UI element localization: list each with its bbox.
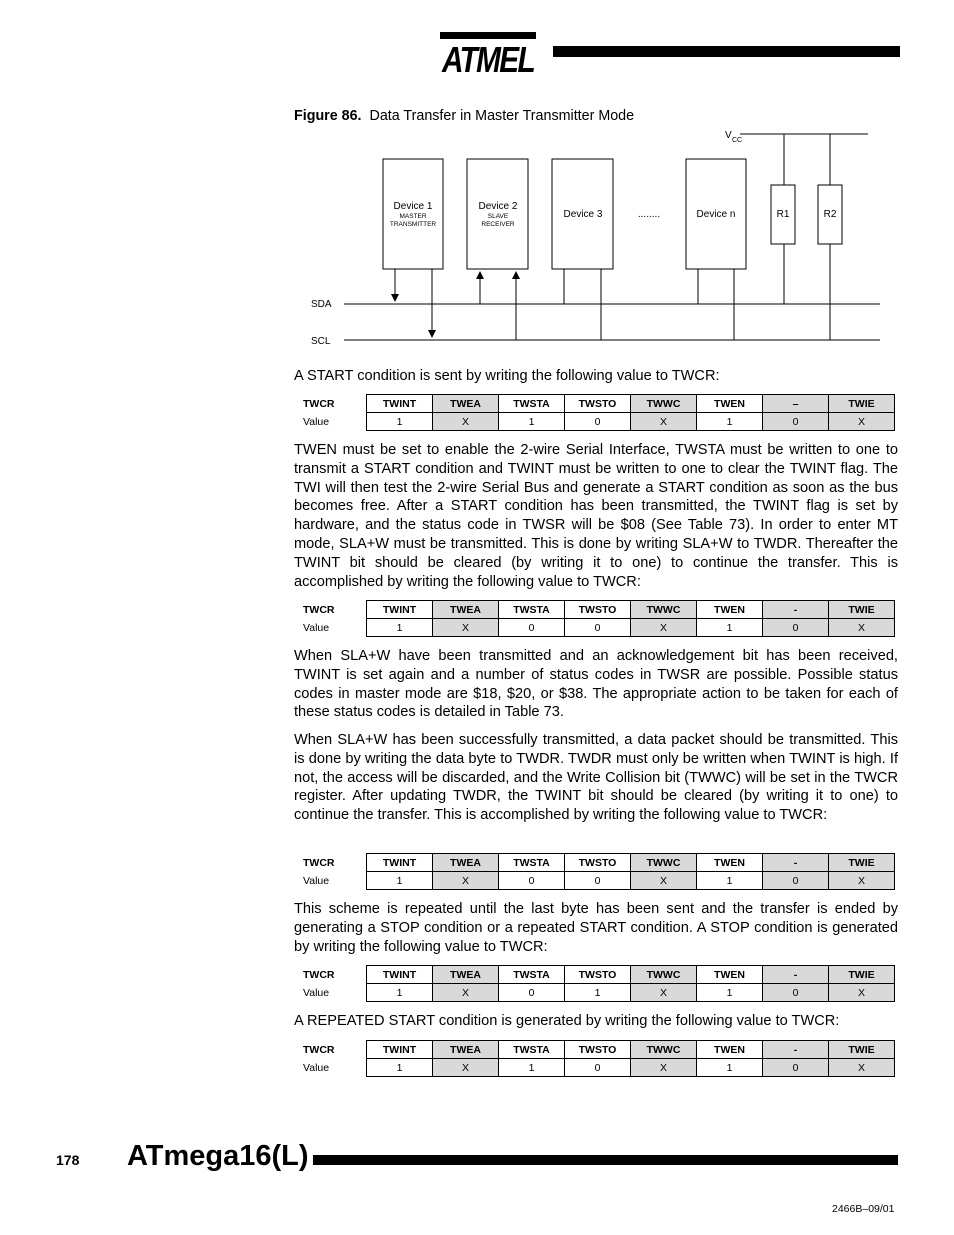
ellipsis: ........ bbox=[637, 209, 661, 220]
figure-label: Figure 86. bbox=[294, 108, 362, 124]
svg-text:CC: CC bbox=[732, 137, 743, 144]
i2c-bus-diagram bbox=[294, 126, 898, 356]
figure-title: Data Transfer in Master Transmitter Mode bbox=[369, 108, 635, 124]
header-rule bbox=[553, 46, 900, 57]
value-label: Value bbox=[303, 415, 330, 428]
device-1-label: Device 1 bbox=[393, 201, 433, 212]
svg-text:SLAVE: SLAVE bbox=[487, 213, 509, 220]
svg-text:MASTER: MASTER bbox=[399, 213, 427, 220]
paragraph-repeated-start: A REPEATED START condition is generated by writing the following value to TWCR: bbox=[294, 1013, 840, 1029]
svg-text:ATMEL: ATMEL bbox=[441, 39, 535, 80]
document-title: ATmega16(L) bbox=[127, 1140, 309, 1172]
twcr-table-repeated-start: TWCR TWINT TWEA TWSTA TWSTO TWWC TWEN - TWIE Value 1 X 1 0 X 1 0 X bbox=[294, 1040, 895, 1077]
paragraph-status-codes: When SLA+W have been transmitted and an acknowledgement bit has been received, TWINT is set again and a number of status codes in TWSR are possible. Possible status codes in master mode are $18, $20, or $38. The appropriate action to be taken for each of these status codes is detailed in Table 73. bbox=[294, 648, 898, 721]
twcr-table-start: TWCR TWINT TWEA TWSTA TWSTO TWWC TWEN – TWIE Value 1 X 1 0 X 1 0 X bbox=[294, 394, 895, 431]
paragraph-data-packet: When SLA+W has been successfully transmitted, a data packet should be transmitted. This is done by writing the data byte to TWDR. TWDR must only be written when TWINT is high. If not, the access will be discarded, and the Write Collision bit (TWWC) will be set in the TWCR register. After updating TWDR, the TWINT bit should be cleared (by writing it to one) to continue the transfer. This is accomplished by writing the following value to TWCR: bbox=[294, 732, 898, 824]
register-label: TWCR bbox=[303, 397, 335, 410]
paragraph-stop-condition: This scheme is repeated until the last byte has been sent and the transfer is ended by generating a STOP condition or a repeated START condition. A STOP condition is generated by writing the following value to TWCR: bbox=[294, 901, 898, 955]
svg-text:RECEIVER: RECEIVER bbox=[481, 221, 515, 228]
r1-label: R1 bbox=[776, 209, 790, 220]
document-code: 2466B–09/01 bbox=[832, 1203, 895, 1215]
twcr-table-stop: TWCR TWINT TWEA TWSTA TWSTO TWWC TWEN - TWIE Value 1 X 0 1 X 1 0 X bbox=[294, 965, 895, 1002]
atmel-logo bbox=[438, 28, 538, 78]
r2-label: R2 bbox=[823, 209, 837, 220]
twcr-table-data: TWCR TWINT TWEA TWSTA TWSTO TWWC TWEN - TWIE Value 1 X 0 0 X 1 0 X bbox=[294, 853, 895, 890]
device-3-label: Device 3 bbox=[563, 209, 603, 220]
figure-caption bbox=[294, 108, 634, 124]
device-n-label: Device n bbox=[696, 209, 736, 220]
page-number: 178 bbox=[56, 1152, 80, 1168]
sda-label: SDA bbox=[311, 299, 332, 310]
device-2-label: Device 2 bbox=[478, 201, 518, 212]
paragraph-start-condition: A START condition is sent by writing the following value to TWCR: bbox=[294, 368, 720, 384]
scl-label: SCL bbox=[311, 336, 331, 347]
footer-rule bbox=[313, 1155, 898, 1165]
svg-text:TRANSMITTER: TRANSMITTER bbox=[389, 221, 437, 228]
paragraph-twen: TWEN must be set to enable the 2-wire Serial Interface, TWSTA must be written to one to transmit a START condition and TWINT must be written to one to clear the TWINT flag. The TWI will then test the 2-wire Serial Bus and generate a START condition as soon as the bus becomes free. After a START condition has been transmitted, the TWINT flag is set by hardware, and the status code in TWSR will be $08 (See Table 73). In order to enter MT mode, SLA+W must be transmitted. This is done by writing SLA+W to TWDR. Thereafter the TWINT bit should be cleared (by writing it to one) to continue the transfer. This is accomplished by writing the following value to TWCR: bbox=[294, 442, 898, 590]
twcr-table-sla-w: TWCR TWINT TWEA TWSTA TWSTO TWWC TWEN - TWIE Value 1 X 0 0 X 1 0 X bbox=[294, 600, 895, 637]
vcc-label: V bbox=[725, 130, 732, 141]
